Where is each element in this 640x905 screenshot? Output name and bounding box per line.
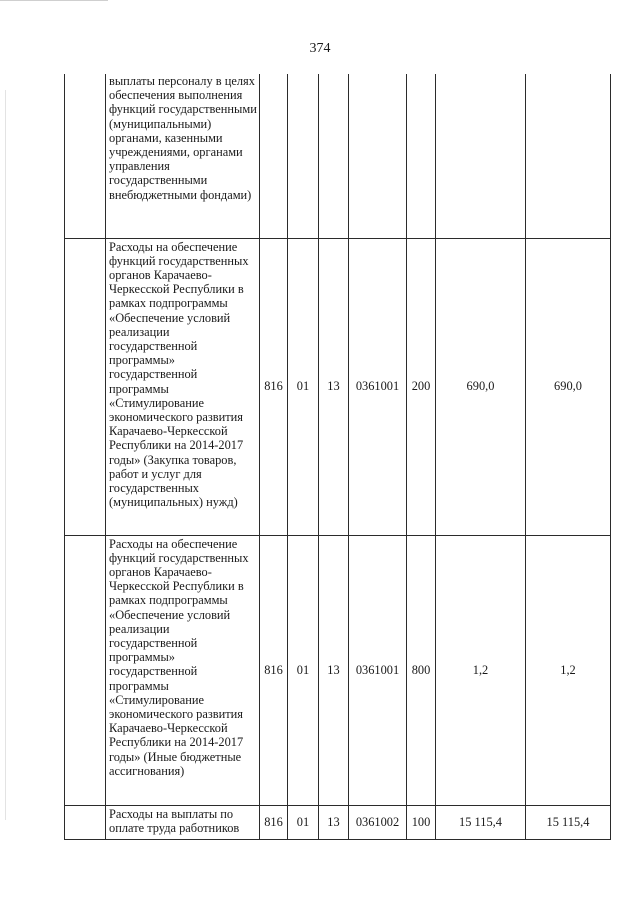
section-code-cell [288,74,319,238]
row-number-cell [65,74,106,238]
target-article-code-cell: 0361002 [349,805,407,839]
section-code-cell: 01 [288,535,319,805]
amount-cell: 690,0 [526,238,611,535]
amount-cell [436,74,526,238]
subsection-code-cell: 13 [319,535,349,805]
section-code-cell: 01 [288,805,319,839]
table-row [65,238,611,535]
expense-type-code-cell: 100 [407,805,436,839]
department-code-cell [260,74,288,238]
amount-cell: 1,2 [436,535,526,805]
expense-type-code-cell: 200 [407,238,436,535]
subsection-code-cell: 13 [319,805,349,839]
section-code-cell: 01 [288,238,319,535]
scan-edge-top [0,0,108,1]
department-code-cell: 816 [260,805,288,839]
subsection-code-cell: 13 [319,238,349,535]
department-code-cell: 816 [260,535,288,805]
table-row [65,805,611,839]
row-number-cell [65,805,106,839]
table-row [65,74,611,238]
department-code-cell: 816 [260,238,288,535]
target-article-code-cell: 0361001 [349,535,407,805]
amount-cell: 690,0 [436,238,526,535]
table-row [65,535,611,805]
target-article-code-cell: 0361001 [349,238,407,535]
amount-cell: 1,2 [526,535,611,805]
subsection-code-cell [319,74,349,238]
expense-description-cell: выплаты персоналу в целях обеспечения выполнения функций государственными (муниципальными) органами, казенными учреждениями, органами управления государственными внебюджетными фондами) [106,74,260,238]
expense-description-cell: Расходы на выплаты по оплате труда работников [106,805,260,839]
amount-cell: 15 115,4 [526,805,611,839]
expense-type-code-cell [407,74,436,238]
row-number-cell [65,238,106,535]
expense-type-code-cell: 800 [407,535,436,805]
expense-description-cell: Расходы на обеспечение функций государственных органов Карачаево-Черкесской Республики в рамках подпрограммы «Обеспечение условий реализации государственной программы» государственной программы «Стимулирование экономического развития Карачаево-Черкесской Республики на 2014-2017 годы» (Закупка товаров, работ и услуг для государственных (муниципальных) нужд) [106,238,260,535]
budget-table [64,74,611,840]
page-number: 374 [309,41,331,56]
row-number-cell [65,535,106,805]
target-article-code-cell [349,74,407,238]
amount-cell [526,74,611,238]
expense-description-cell: Расходы на обеспечение функций государственных органов Карачаево-Черкесской Республики в рамках подпрограммы «Обеспечение условий реализации государственной программы» государственной программы «Стимулирование экономического развития Карачаево-Черкесской Республики на 2014-2017 годы» (Иные бюджетные ассигнования) [106,535,260,805]
scan-edge-left [5,90,6,820]
amount-cell: 15 115,4 [436,805,526,839]
